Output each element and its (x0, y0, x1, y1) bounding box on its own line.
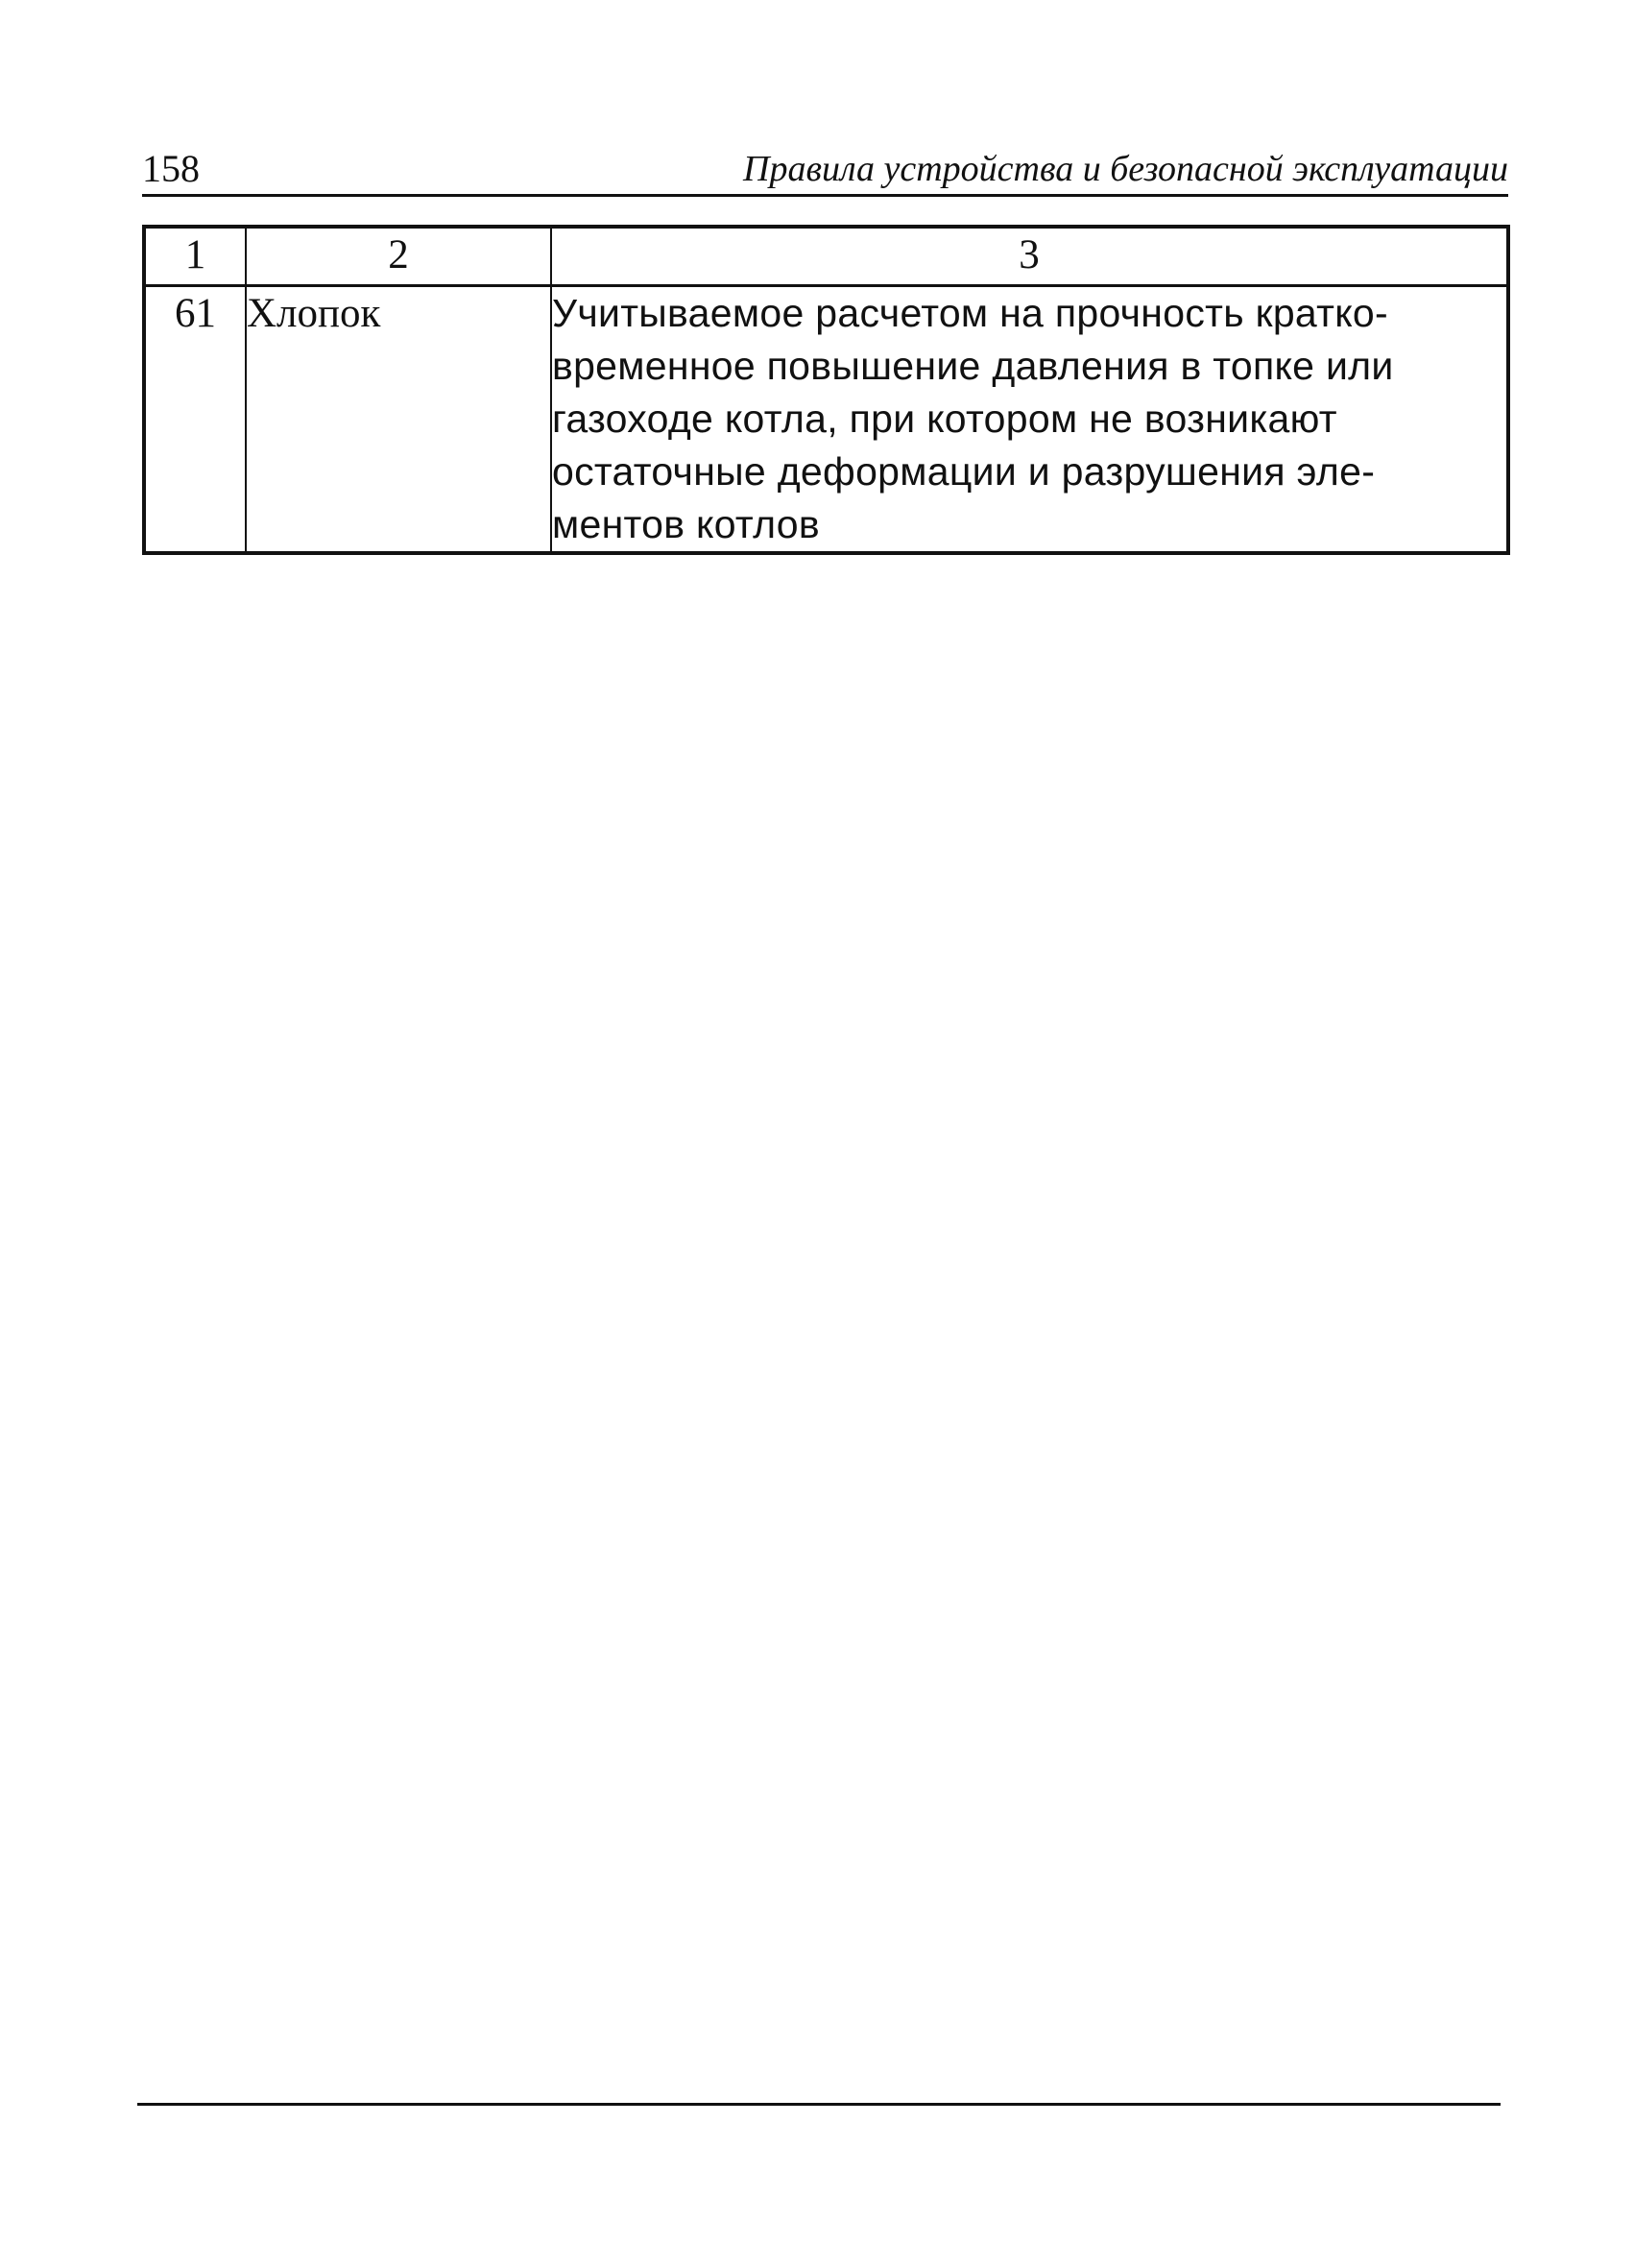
row-definition (551, 286, 1508, 554)
running-title: Правила устройства и безопасной эксплуатации (743, 149, 1508, 189)
definition-line: газоходе котла, при котором не возникают (552, 397, 1337, 441)
column-header-number: 1 (144, 227, 246, 286)
definition-line: Учитываемое расчетом на прочность кратко- (552, 291, 1388, 335)
column-header-definition: 3 (551, 227, 1508, 286)
definition-line: временное повышение давления в топке или (552, 344, 1394, 388)
definition-line: остаточные деформации и разрушения эле- (552, 449, 1376, 494)
page-header (142, 142, 1508, 197)
row-number: 61 (144, 286, 246, 554)
page-number: 158 (142, 147, 200, 190)
footer-rule (137, 2103, 1501, 2106)
column-header-term: 2 (246, 227, 551, 286)
table-header-row (144, 227, 1508, 286)
table-row (144, 286, 1508, 554)
definition-line: ментов котлов (552, 502, 820, 546)
terms-table (142, 225, 1510, 555)
row-term: Хлопок (246, 286, 551, 554)
